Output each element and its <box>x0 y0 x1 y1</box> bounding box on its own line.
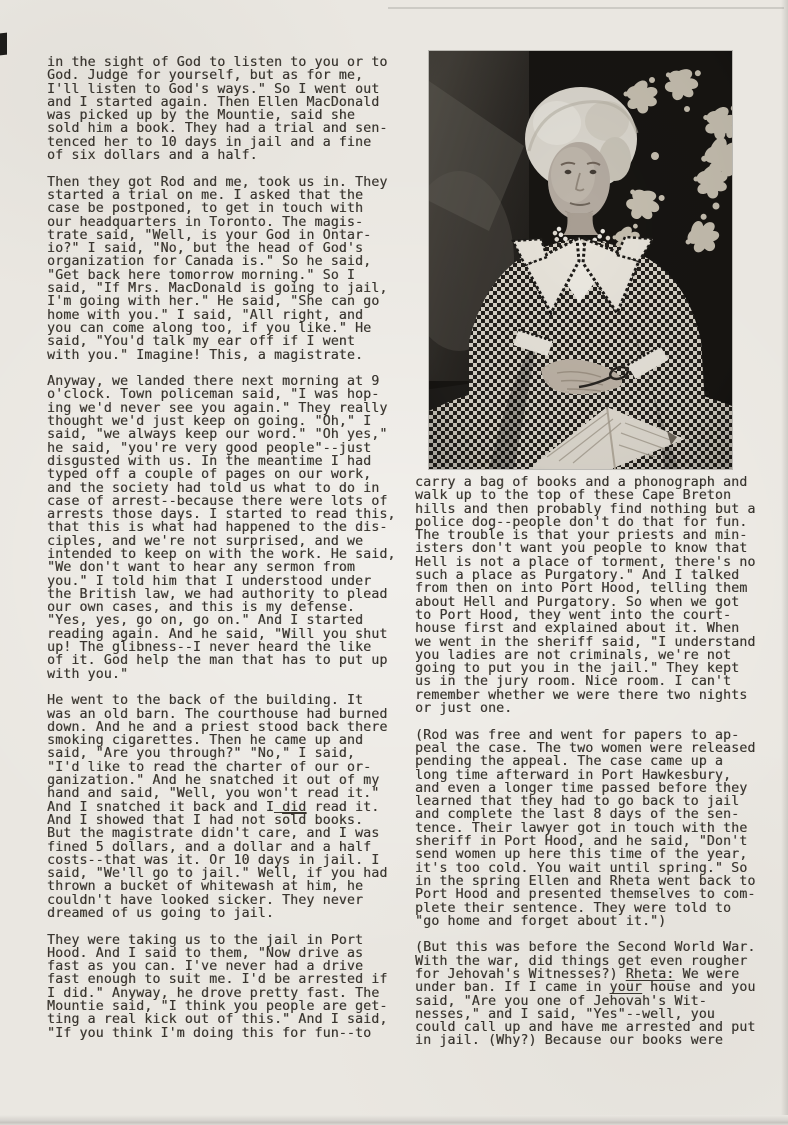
text-line: said, "You'd talk my ear off if I went <box>47 334 356 350</box>
text-line: typed off a couple of pages on our work, <box>47 467 372 483</box>
text-line: I'll listen to God's ways." So I went out <box>47 81 380 97</box>
text-line: in the spring Ellen and Rheta went back to <box>415 873 756 889</box>
portrait-photo-art <box>429 51 732 469</box>
text-line: could call up and have me arrested and put <box>415 1020 756 1036</box>
text-line: couldn't have looked sicker. They never <box>47 892 364 908</box>
text-line: trate said, "Well, is your God in Ontar- <box>47 227 372 243</box>
text-line: case be postponed, to get in touch with <box>47 201 364 217</box>
text-line: and complete the last 8 days of the sen- <box>415 807 740 823</box>
text-line: of six dollars and a half. <box>47 148 258 164</box>
text-line: io?" I said, "No, but the head of God's <box>47 241 364 257</box>
text-line: our headquarters in Toronto. The magis- <box>47 214 364 230</box>
text-line: "Get back here tomorrow morning." So I <box>47 267 356 283</box>
text-line: reading again. And he said, "Will you shut <box>47 626 388 642</box>
paragraph <box>415 476 773 715</box>
text-line: disgusted with us. In the meantime I had <box>47 453 372 469</box>
text-line: sold him a book. They had a trial and sen- <box>47 121 388 137</box>
text-line: ganization." And he snatched it out of my <box>47 773 380 789</box>
right-column <box>415 476 773 1061</box>
text-line: hand and said, "Well, you won't read it." <box>47 786 380 802</box>
text-line: our own cases, and this is my defense. <box>47 600 356 616</box>
text-line: tenced her to 10 days in jail and a fine <box>47 134 372 150</box>
text-line: said, "If Mrs. MacDonald is going to jail, <box>47 281 388 297</box>
text-line: Port Hood and presented themselves to com- <box>415 887 756 903</box>
text-line: organization for Canada is." So he said, <box>47 254 372 270</box>
text-line: "Yes, yes, go on, go on." And I started <box>47 613 364 629</box>
paragraph <box>47 934 405 1040</box>
text-line: thought we'd just keep on going. "Oh," I <box>47 414 372 430</box>
text-line: Then they got Rod and me, took us in. They <box>47 174 388 190</box>
portrait-photo <box>429 51 732 469</box>
text-line: said, "We'll go to jail." Well, if you had <box>47 866 388 882</box>
text-line: Hell is not a place of torment, there's no <box>415 554 756 570</box>
left-column <box>47 56 405 1053</box>
text-line: you ladies are not criminals, we're not <box>415 647 732 663</box>
text-line: said, "Are you one of Jehovah's Wit- <box>415 993 707 1009</box>
text-line: to Port Hood, they went into the court- <box>415 607 732 623</box>
text-line: And I snatched it back and I did read it. <box>47 799 380 815</box>
text-line: carry a bag of books and a phonograph and <box>415 475 748 490</box>
text-line: "We don't want to hear any sermon from <box>47 560 356 576</box>
text-line: down. And he and a priest stood back there <box>47 719 388 735</box>
text-line: plete their sentence. They were told to <box>415 900 732 916</box>
text-line: such a place as Purgatory." And I talked <box>415 568 740 584</box>
text-line: dreamed of us going to jail. <box>47 906 274 921</box>
text-line: the British law, we had authority to plead <box>47 586 388 602</box>
text-line: And I showed that I had not sold books. <box>47 812 364 828</box>
text-line: with you." <box>47 666 129 682</box>
page-right-edge <box>781 0 788 1125</box>
paragraph <box>47 375 405 681</box>
text-line: But the magistrate didn't care, and I was <box>47 826 380 842</box>
text-line: (But this was before the Second World War. <box>415 940 756 956</box>
text-line: fast enough to suit me. I'd be arrested if <box>47 972 388 988</box>
text-line: us in the jury room. Nice room. I can't <box>415 674 732 690</box>
text-line: "If you think I'm doing this for fun--to <box>47 1025 372 1041</box>
text-line: o'clock. Town policeman said, "I was hop- <box>47 387 380 403</box>
text-line: He went to the back of the building. It <box>47 693 364 709</box>
text-line: send women up here this time of the year, <box>415 847 748 863</box>
text-line: nesses," and I said, "Yes"--well, you <box>415 1006 715 1022</box>
text-line: you." I told him that I understood under <box>47 573 372 589</box>
text-line: about Hell and Purgatory. So when we got <box>415 594 740 610</box>
text-line: we went in the sheriff said, "I understand <box>415 634 756 650</box>
text-line: walk up to the top of these Cape Breton <box>415 488 732 504</box>
text-line: "go home and forget about it.") <box>415 913 667 929</box>
text-line: under ban. If I came in your house and you <box>415 980 756 996</box>
scan-scuff-line <box>388 7 784 9</box>
text-line: and I started again. Then Ellen MacDonald <box>47 94 380 110</box>
text-line: long time afterward in Port Hawkesbury, <box>415 767 732 783</box>
text-line: up! The glibness--I never heard the like <box>47 640 372 656</box>
text-line: ing we'd never see you again." They really <box>47 400 388 416</box>
text-line: fast as you can. I've never had a drive <box>47 959 364 975</box>
text-line: sheriff in Port Hood, and he said, "Don't <box>415 834 748 850</box>
text-line: said, "we always keep our word." "Oh yes," <box>47 427 388 443</box>
text-line: arrests those days. I started to read this, <box>47 507 396 523</box>
text-line: The trouble is that your priests and min- <box>415 528 748 544</box>
text-line: in the sight of God to listen to you or to <box>47 55 388 70</box>
text-line: that this is what had happened to the dis- <box>47 520 388 536</box>
text-line: house first and explained about it. When <box>415 621 740 637</box>
text-line: (Rod was free and went for papers to ap- <box>415 727 740 743</box>
text-line: case of arrest--because there were lots of <box>47 493 388 509</box>
text-line: learned that they had to go back to jail <box>415 794 740 810</box>
text-line: and even a longer time passed before they <box>415 780 748 796</box>
text-line: of it. God help the man that has to put up <box>47 653 388 669</box>
text-line: was an old barn. The courthouse had burned <box>47 706 388 722</box>
text-line: costs--that was it. Or 10 days in jail. I <box>47 852 380 868</box>
text-line: you can come along too, if you like." He <box>47 320 372 336</box>
text-line: with you." Imagine! This, a magistrate. <box>47 347 364 363</box>
paragraph <box>415 941 773 1047</box>
text-line: remember whether we were there two nights <box>415 687 748 703</box>
text-line: it's too cold. You wait until spring." So <box>415 860 748 876</box>
scan-edge-mark <box>0 33 7 56</box>
paragraph <box>415 729 773 928</box>
text-line: They were taking us to the jail in Port <box>47 932 364 948</box>
text-line: Anyway, we landed there next morning at 9 <box>47 374 380 390</box>
text-line: intended to keep on with the work. He said, <box>47 546 396 562</box>
text-line: smoking cigarettes. Then he came up and <box>47 733 364 749</box>
text-line: was picked up by the Mountie, said she <box>47 108 356 124</box>
text-line: God. Judge for yourself, but as for me, <box>47 68 364 84</box>
text-line: and the society had told us what to do in <box>47 480 380 496</box>
text-line: Mountie said, "I think you people are get- <box>47 999 388 1015</box>
paragraph <box>47 56 405 162</box>
text-line: isters don't want you people to know that <box>415 541 748 557</box>
text-line: I did." Anyway, he drove pretty fast. The <box>47 985 380 1001</box>
text-line: police dog--people don't do that for fun. <box>415 514 748 530</box>
text-line: he said, "you're very good people"--just <box>47 440 372 456</box>
text-line: thrown a bucket of whitewash at him, he <box>47 879 364 895</box>
text-line: home with you." I said, "All right, and <box>47 307 364 323</box>
paragraph <box>47 694 405 920</box>
text-line: hills and then probably find nothing but a <box>415 501 756 517</box>
text-line: I'm going with her." He said, "She can go <box>47 294 380 310</box>
text-line: in jail. (Why?) Because our books were <box>415 1033 724 1049</box>
text-line: or just one. <box>415 701 513 717</box>
text-line: going to put you in the jail." They kept <box>415 661 740 677</box>
text-line: started a trial on me. I asked that the <box>47 187 364 203</box>
page-bottom-edge <box>0 1115 788 1125</box>
text-line: fined 5 dollars, and a dollar and a half <box>47 839 372 855</box>
text-line: ting a real kick out of this." And I said, <box>47 1012 388 1028</box>
text-line: Hood. And I said to them, "Now drive as <box>47 945 364 961</box>
text-line: ciples, and we're not surprised, and we <box>47 533 364 549</box>
text-line: With the war, did things get even rougher <box>415 953 748 969</box>
paragraph <box>47 176 405 362</box>
text-line: for Jehovah's Witnesses?) Rheta: We were <box>415 966 740 982</box>
text-line: from then on into Port Hood, telling them <box>415 581 748 597</box>
text-line: pending the appeal. The case came up a <box>415 754 724 770</box>
text-line: said, "Are you through?" "No," I said, <box>47 746 356 762</box>
text-line: peal the case. The two women were released <box>415 740 756 756</box>
text-line: tence. Their lawyer got in touch with the <box>415 820 748 836</box>
text-line: "I'd like to read the charter of our or- <box>47 759 372 775</box>
